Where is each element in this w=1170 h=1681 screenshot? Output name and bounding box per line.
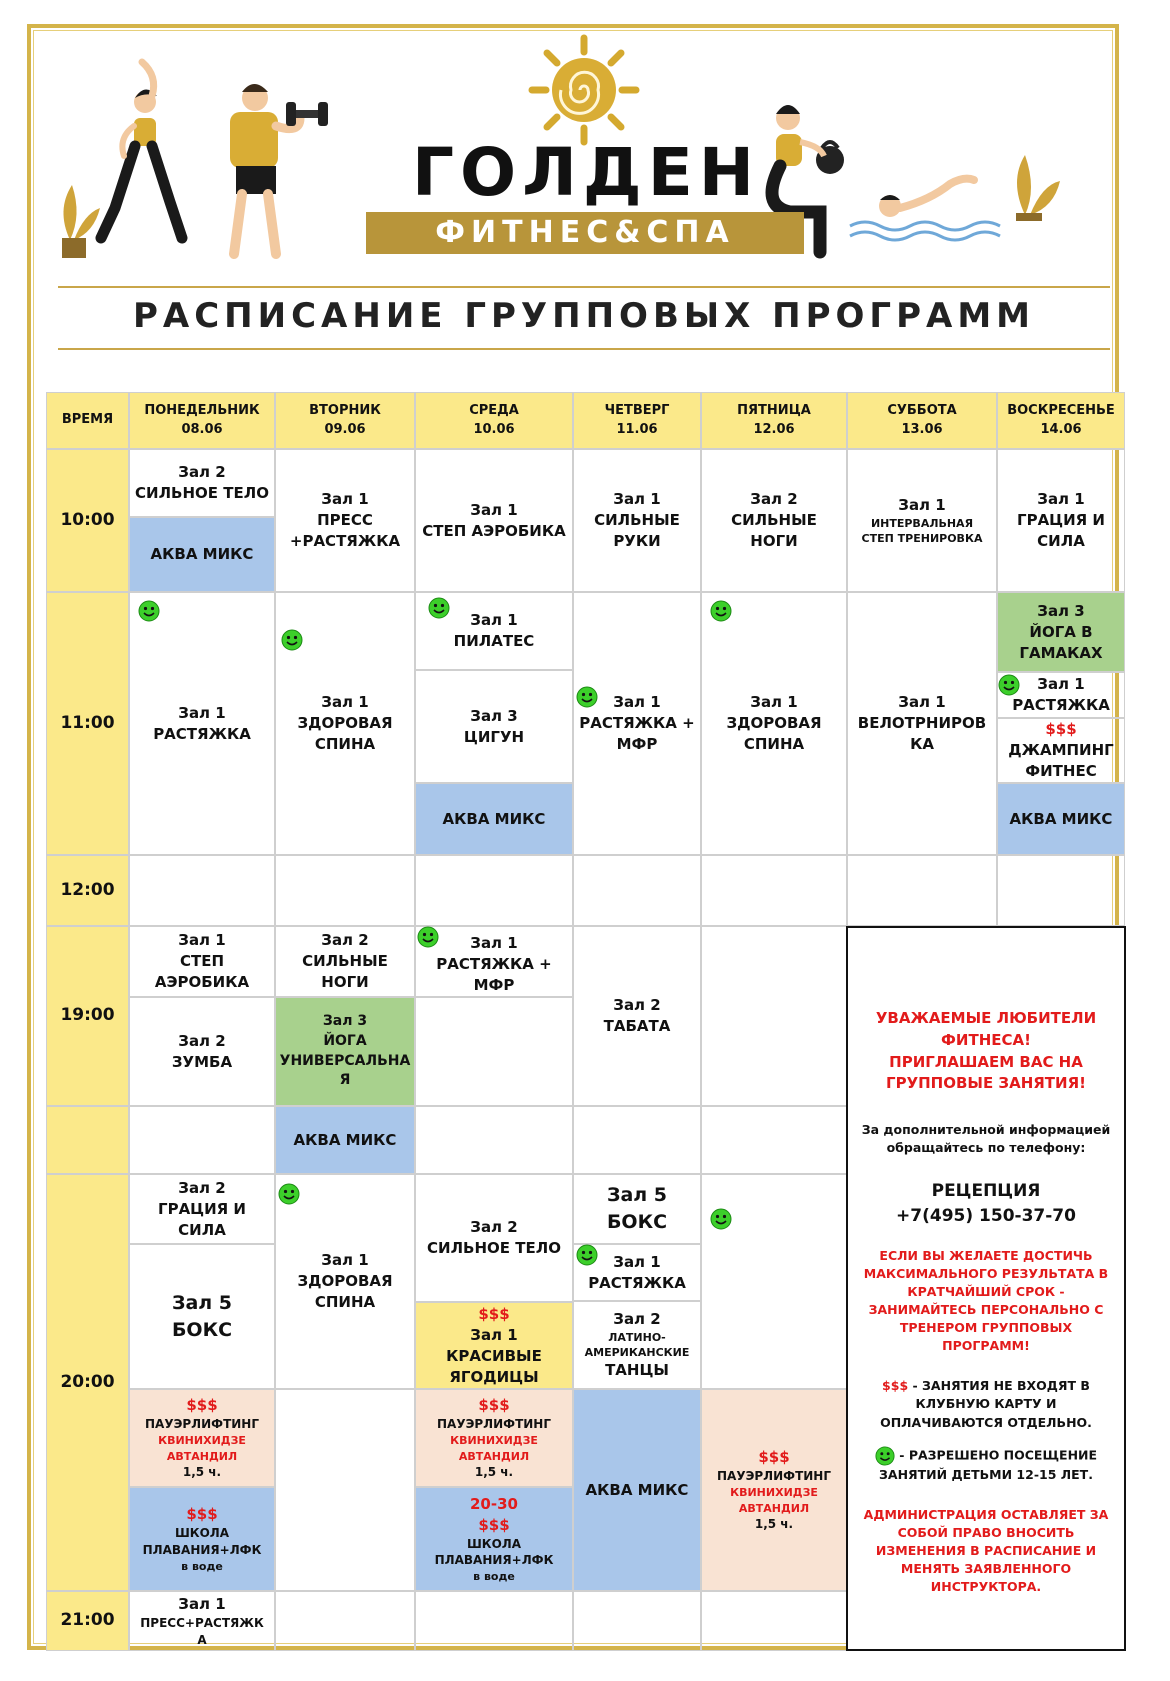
smiley-icon	[278, 1183, 300, 1205]
empty-cell	[129, 855, 275, 926]
class-cell[interactable]: Зал 1 СИЛЬНЫЕ РУКИ	[573, 449, 701, 592]
class-cell[interactable]: Зал 1 ЗДОРОВАЯ СПИНА	[275, 592, 415, 855]
empty-cell	[275, 1389, 415, 1591]
time-slot-1900: 19:00	[46, 926, 129, 1106]
empty-cell	[415, 855, 573, 926]
notice-reception: РЕЦЕПЦИЯ +7(495) 150-37-70	[896, 1179, 1076, 1228]
class-cell[interactable]: Зал 1 СТЕП АЭРОБИКА	[129, 926, 275, 997]
smiley-icon	[428, 597, 450, 619]
class-cell[interactable]: Зал 5 БОКС	[129, 1244, 275, 1389]
empty-cell	[129, 1106, 275, 1174]
empty-cell	[701, 1591, 847, 1651]
class-cell[interactable]: Зал 3 ЙОГА УНИВЕРСАЛЬНА Я	[275, 997, 415, 1106]
time-slot-1200: 12:00	[46, 855, 129, 926]
empty-cell	[701, 926, 847, 1106]
notice-admin: АДМИНИСТРАЦИЯ ОСТАВЛЯЕТ ЗА СОБОЙ ПРАВО ВНОСИТЬ ИЗМЕНЕНИЯ В РАСПИСАНИЕ И МЕНЯТЬ ЗАЯВЛЕННОГО ИНСТРУКТОРА.	[863, 1506, 1109, 1595]
plant-right-icon	[1016, 155, 1060, 221]
day-header-fri: ПЯТНИЦА 12.06	[701, 392, 847, 449]
class-cell[interactable]: $$$ ПАУЭРЛИФТИНГ КВИНИХИДЗЕ АВТАНДИЛ 1,5 ч.	[129, 1389, 275, 1487]
empty-cell	[573, 1106, 701, 1174]
title-bottom-rule	[58, 348, 1110, 350]
smiley-icon	[710, 600, 732, 622]
time-slot-2100: 21:00	[46, 1591, 129, 1651]
woman-stretching-figure	[101, 62, 182, 238]
class-cell[interactable]: Зал 3 ЦИГУН	[415, 670, 573, 783]
man-dumbbell-figure	[230, 84, 328, 254]
smiley-icon	[576, 1244, 598, 1266]
brand-subtitle: ФИТНЕС&СПА	[366, 212, 804, 254]
class-cell[interactable]: Зал 1 ГРАЦИЯ И СИЛА	[997, 449, 1125, 592]
sun-icon	[532, 38, 636, 142]
empty-cell	[415, 997, 573, 1106]
smiley-icon	[875, 1446, 895, 1466]
empty-cell	[275, 855, 415, 926]
class-cell[interactable]: Зал 1 РАСТЯЖКА + МФР	[415, 926, 573, 997]
smiley-icon	[710, 1208, 732, 1230]
day-header-sun: ВОСКРЕСЕНЬЕ 14.06	[997, 392, 1125, 449]
class-cell[interactable]: Зал 1 ЗДОРОВАЯ СПИНА	[275, 1174, 415, 1389]
empty-cell	[997, 855, 1125, 926]
notice-price-note: $$$ - ЗАНЯТИЯ НЕ ВХОДЯТ В КЛУБНУЮ КАРТУ И ОПЛАЧИВАЮТСЯ ОТДЕЛЬНО.	[880, 1378, 1092, 1430]
class-cell[interactable]: Зал 3 ЙОГА В ГАМАКАХ	[997, 592, 1125, 672]
class-cell[interactable]: Зал 2 СИЛЬНОЕ ТЕЛО	[129, 449, 275, 517]
empty-cell	[701, 1106, 847, 1174]
empty-cell	[415, 1591, 573, 1651]
class-cell[interactable]: Зал 1 ПИЛАТЕС	[415, 592, 573, 670]
class-cell[interactable]: $$$ ШКОЛА ПЛАВАНИЯ+ЛФК в воде	[129, 1487, 275, 1591]
class-cell[interactable]: Зал 1 ПРЕСС+РАСТЯЖК А	[129, 1591, 275, 1651]
class-cell[interactable]: Зал 2 ТАБАТА	[573, 926, 701, 1106]
class-cell[interactable]: Зал 2 ГРАЦИЯ И СИЛА	[129, 1174, 275, 1244]
notice-greeting: УВАЖАЕМЫЕ ЛЮБИТЕЛИ ФИТНЕСА! ПРИГЛАШАЕМ ВАС НА ГРУППОВЫЕ ЗАНЯТИЯ!	[875, 1009, 1097, 1093]
time-slot-1100: 11:00	[46, 592, 129, 855]
class-cell[interactable]: Зал 1 РАСТЯЖКА + МФР	[573, 592, 701, 855]
class-cell[interactable]: $$$ Зал 1 КРАСИВЫЕ ЯГОДИЦЫ	[415, 1302, 573, 1389]
empty-cell	[573, 855, 701, 926]
time-slot-1900-extra	[46, 1106, 129, 1174]
class-cell[interactable]: $$$ ДЖАМПИНГ ФИТНЕС	[997, 718, 1125, 783]
class-cell[interactable]: Зал 1 ИНТЕРВАЛЬНАЯ СТЕП ТРЕНИРОВКА	[847, 449, 997, 592]
class-cell[interactable]: Зал 1 СТЕП АЭРОБИКА	[415, 449, 573, 592]
class-cell[interactable]: $$$ ПАУЭРЛИФТИНГ КВИНИХИДЗЕ АВТАНДИЛ 1,5 ч.	[701, 1389, 847, 1591]
class-cell[interactable]: Зал 1 РАСТЯЖКА	[997, 672, 1125, 718]
class-cell[interactable]: АКВА МИКС	[275, 1106, 415, 1174]
class-cell[interactable]: Зал 2 ЛАТИНО- АМЕРИКАНСКИЕ ТАНЦЫ	[573, 1301, 701, 1389]
day-header-tue: ВТОРНИК 09.06	[275, 392, 415, 449]
empty-cell	[275, 1591, 415, 1651]
time-column-header: ВРЕМЯ	[46, 392, 129, 449]
class-cell[interactable]: АКВА МИКС	[129, 517, 275, 592]
class-cell[interactable]: Зал 1 РАСТЯЖКА	[129, 592, 275, 855]
time-slot-2000: 20:00	[46, 1174, 129, 1591]
empty-cell	[701, 1174, 847, 1389]
plant-left-icon	[62, 185, 100, 258]
empty-cell	[415, 1106, 573, 1174]
phone-number[interactable]: +7(495) 150-37-70	[896, 1205, 1076, 1226]
notice-kids-note: - РАЗРЕШЕНО ПОСЕЩЕНИЕ ЗАНЯТИЙ ДЕТЬМИ 12-15 ЛЕТ.	[875, 1446, 1097, 1484]
brand-name: ГОЛДЕН	[411, 134, 761, 211]
class-cell[interactable]: Зал 5 БОКС	[573, 1174, 701, 1244]
notice-personal: ЕСЛИ ВЫ ЖЕЛАЕТЕ ДОСТИЧЬ МАКСИМАЛЬНОГО РЕЗУЛЬТАТА В КРАТЧАЙШИЙ СРОК - ЗАНИМАЙТЕСЬ ПЕРСОНАЛЬНО С ТРЕНЕРОМ ГРУППОВЫХ ПРОГРАММ!	[863, 1247, 1109, 1354]
day-header-thu: ЧЕТВЕРГ 11.06	[573, 392, 701, 449]
smiley-icon	[138, 600, 160, 622]
class-cell[interactable]: АКВА МИКС	[997, 783, 1125, 855]
class-cell[interactable]: Зал 2 СИЛЬНЫЕ НОГИ	[275, 926, 415, 997]
day-header-sat: СУББОТА 13.06	[847, 392, 997, 449]
day-header-wed: СРЕДА 10.06	[415, 392, 573, 449]
class-cell[interactable]: Зал 2 СИЛЬНОЕ ТЕЛО	[415, 1174, 573, 1302]
empty-cell	[573, 1591, 701, 1651]
empty-cell	[847, 855, 997, 926]
notice-box	[846, 926, 1126, 1651]
smiley-icon	[281, 629, 303, 651]
class-cell[interactable]: Зал 1 ВЕЛОТРНИРОВ КА	[847, 592, 997, 855]
title-top-rule	[58, 286, 1110, 288]
class-cell[interactable]: Зал 1 ПРЕСС +РАСТЯЖКА	[275, 449, 415, 592]
class-cell[interactable]: Зал 1 РАСТЯЖКА	[573, 1244, 701, 1301]
class-cell[interactable]: Зал 1 ЗДОРОВАЯ СПИНА	[701, 592, 847, 855]
class-cell[interactable]: $$$ ПАУЭРЛИФТИНГ КВИНИХИДЗЕ АВТАНДИЛ 1,5 ч.	[415, 1389, 573, 1487]
notice-info: За дополнительной информацией обращайтесь по телефону:	[861, 1122, 1111, 1156]
class-cell[interactable]: АКВА МИКС	[415, 783, 573, 855]
day-header-mon: ПОНЕДЕЛЬНИК 08.06	[129, 392, 275, 449]
smiley-icon	[576, 686, 598, 708]
empty-cell	[701, 855, 847, 926]
smiley-icon	[998, 674, 1020, 696]
class-cell[interactable]: 20-30 $$$ ШКОЛА ПЛАВАНИЯ+ЛФК в воде	[415, 1487, 573, 1591]
class-cell[interactable]: Зал 2 ЗУМБА	[129, 997, 275, 1106]
swimmer-figure	[850, 179, 1000, 240]
class-cell[interactable]: АКВА МИКС	[573, 1389, 701, 1591]
schedule-title: РАСПИСАНИЕ ГРУППОВЫХ ПРОГРАММ	[133, 296, 1035, 336]
smiley-icon	[417, 926, 439, 948]
time-slot-1000: 10:00	[46, 449, 129, 592]
class-cell[interactable]: Зал 2 СИЛЬНЫЕ НОГИ	[701, 449, 847, 592]
